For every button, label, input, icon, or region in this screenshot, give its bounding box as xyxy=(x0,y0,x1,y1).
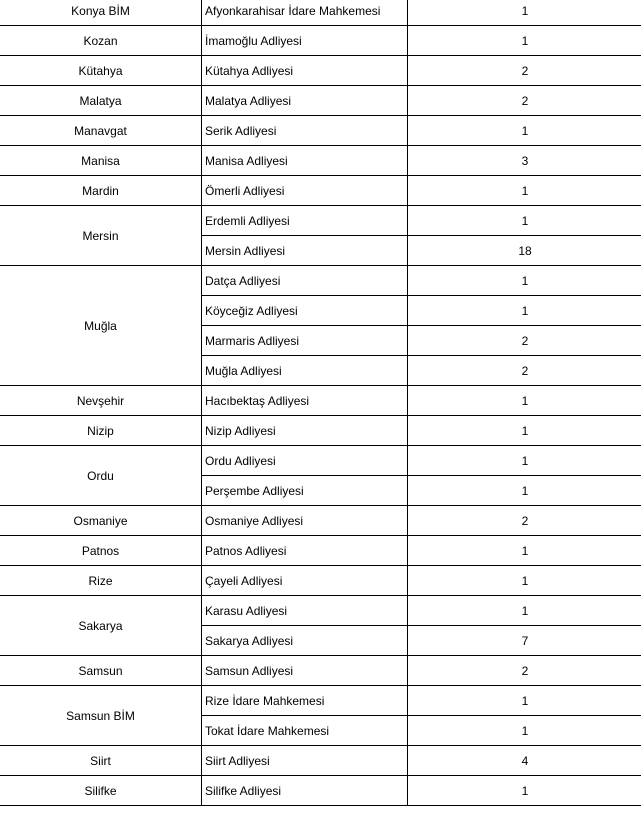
count-cell: 2 xyxy=(408,86,641,116)
court-cell: Köyceğiz Adliyesi xyxy=(202,296,408,326)
court-cell: Çayeli Adliyesi xyxy=(202,566,408,596)
court-cell: Osmaniye Adliyesi xyxy=(202,506,408,536)
court-cell: Perşembe Adliyesi xyxy=(202,476,408,506)
court-cell: Karasu Adliyesi xyxy=(202,596,408,626)
court-cell: Siirt Adliyesi xyxy=(202,746,408,776)
center-cell: Kütahya xyxy=(0,56,202,86)
table-row xyxy=(0,566,641,596)
court-cell: Patnos Adliyesi xyxy=(202,536,408,566)
center-cell: Siirt xyxy=(0,746,202,776)
court-cell: Manisa Adliyesi xyxy=(202,146,408,176)
court-cell: Silifke Adliyesi xyxy=(202,776,408,806)
court-cell: Rize İdare Mahkemesi xyxy=(202,686,408,716)
center-cell: Nizip xyxy=(0,416,202,446)
count-cell: 4 xyxy=(408,746,641,776)
table-row xyxy=(0,656,641,686)
court-cell: Ordu Adliyesi xyxy=(202,446,408,476)
count-cell: 1 xyxy=(408,116,641,146)
court-cell: İmamoğlu Adliyesi xyxy=(202,26,408,56)
court-cell: Datça Adliyesi xyxy=(202,266,408,296)
count-cell: 1 xyxy=(408,0,641,26)
table-row xyxy=(0,116,641,146)
table-row xyxy=(0,56,641,86)
center-cell: Malatya xyxy=(0,86,202,116)
table-row xyxy=(0,506,641,536)
center-cell: Nevşehir xyxy=(0,386,202,416)
court-cell: Malatya Adliyesi xyxy=(202,86,408,116)
center-cell: Konya BİM xyxy=(0,0,202,26)
count-cell: 1 xyxy=(408,596,641,626)
table-row xyxy=(0,206,641,236)
center-cell: Rize xyxy=(0,566,202,596)
count-cell: 1 xyxy=(408,536,641,566)
center-cell: Samsun BİM xyxy=(0,686,202,746)
count-cell: 1 xyxy=(408,26,641,56)
court-cell: Ömerli Adliyesi xyxy=(202,176,408,206)
count-cell: 1 xyxy=(408,446,641,476)
center-cell: Sakarya xyxy=(0,596,202,656)
count-cell: 1 xyxy=(408,416,641,446)
count-cell: 1 xyxy=(408,386,641,416)
count-cell: 1 xyxy=(408,686,641,716)
center-cell: Muğla xyxy=(0,266,202,386)
count-cell: 2 xyxy=(408,326,641,356)
count-cell: 2 xyxy=(408,656,641,686)
table-row xyxy=(0,536,641,566)
count-cell: 1 xyxy=(408,716,641,746)
count-cell: 1 xyxy=(408,776,641,806)
count-cell: 2 xyxy=(408,56,641,86)
count-cell: 2 xyxy=(408,506,641,536)
count-cell: 1 xyxy=(408,266,641,296)
count-cell: 1 xyxy=(408,206,641,236)
court-cell: Afyonkarahisar İdare Mahkemesi xyxy=(202,0,408,26)
center-cell: Osmaniye xyxy=(0,506,202,536)
center-cell: Patnos xyxy=(0,536,202,566)
table-row xyxy=(0,386,641,416)
court-cell: Erdemli Adliyesi xyxy=(202,206,408,236)
center-cell: Manavgat xyxy=(0,116,202,146)
count-cell: 2 xyxy=(408,356,641,386)
table-row xyxy=(0,0,641,26)
center-cell: Mardin xyxy=(0,176,202,206)
count-cell: 1 xyxy=(408,566,641,596)
table-row xyxy=(0,416,641,446)
count-cell: 7 xyxy=(408,626,641,656)
table-row xyxy=(0,176,641,206)
court-cell: Sakarya Adliyesi xyxy=(202,626,408,656)
table-row xyxy=(0,86,641,116)
count-cell: 1 xyxy=(408,296,641,326)
center-cell: Manisa xyxy=(0,146,202,176)
court-cell: Mersin Adliyesi xyxy=(202,236,408,266)
count-cell: 3 xyxy=(408,146,641,176)
table-row xyxy=(0,746,641,776)
center-cell: Samsun xyxy=(0,656,202,686)
court-cell: Marmaris Adliyesi xyxy=(202,326,408,356)
center-cell: Ordu xyxy=(0,446,202,506)
center-cell: Kozan xyxy=(0,26,202,56)
table-row xyxy=(0,266,641,296)
court-cell: Nizip Adliyesi xyxy=(202,416,408,446)
table-row xyxy=(0,596,641,626)
court-cell: Samsun Adliyesi xyxy=(202,656,408,686)
court-cell: Hacıbektaş Adliyesi xyxy=(202,386,408,416)
count-cell: 1 xyxy=(408,176,641,206)
court-cell: Muğla Adliyesi xyxy=(202,356,408,386)
table-row xyxy=(0,146,641,176)
table-row xyxy=(0,26,641,56)
court-cell: Serik Adliyesi xyxy=(202,116,408,146)
court-cell: Tokat İdare Mahkemesi xyxy=(202,716,408,746)
table-row xyxy=(0,446,641,476)
count-cell: 1 xyxy=(408,476,641,506)
court-cell: Kütahya Adliyesi xyxy=(202,56,408,86)
center-cell: Silifke xyxy=(0,776,202,806)
center-cell: Mersin xyxy=(0,206,202,266)
table-row xyxy=(0,776,641,806)
table-row xyxy=(0,686,641,716)
count-cell: 18 xyxy=(408,236,641,266)
